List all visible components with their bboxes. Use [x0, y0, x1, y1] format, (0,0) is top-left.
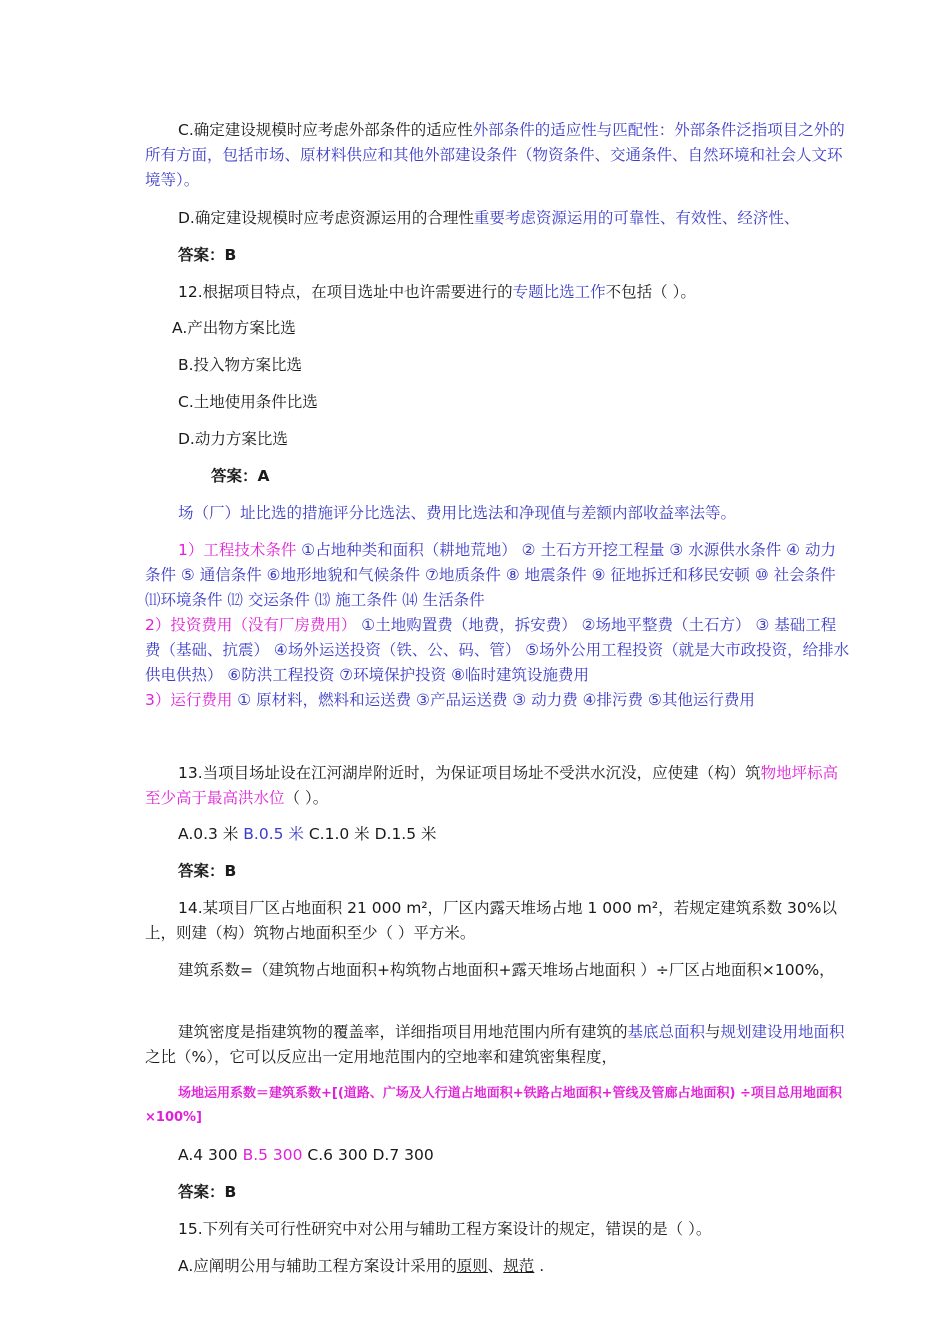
q15-option-a-principle: 原则: [456, 1257, 488, 1275]
q13-stem-note: 物地坪标高至少高于最高洪水位: [145, 764, 839, 807]
q13-option-a: A.0.3 米: [178, 825, 244, 843]
q12-stem-text: 12.根据项目特点，在项目选址中也许需要进行的: [178, 283, 513, 301]
q11-option-d: [145, 206, 850, 231]
q11-option-c-text: C.确定建设规模时应考虑外部条件的适应性: [178, 121, 473, 139]
q14-options: [145, 1143, 850, 1168]
q14-stem: 14.某项目厂区占地面积 21 000 m²，厂区内露天堆场占地 1 000 m²，若规定建筑系数 30%以上，则建（构）筑物占地面积至少（ ）平方米。: [145, 899, 837, 942]
q12-stem: [145, 280, 850, 305]
q13-option-b: B.0.5 米: [243, 825, 304, 843]
q13-stem: [145, 761, 850, 811]
q12-note-tech-conditions: [145, 538, 850, 613]
q14-site-use-formula: 场地运用系数＝建筑系数+[(道路、广场及人行道占地面积+铁路占地面积+管线及管廊占地面积) ÷项目总用地面积×100%]: [145, 1086, 842, 1125]
q11-option-d-note: 重要考虑资源运用的可靠性、有效性、经济性、: [473, 209, 800, 227]
q11-option-c: [145, 118, 850, 193]
q12-note-investment: [145, 613, 850, 688]
q12-note-tech-body: ①占地种类和面积（耕地荒地） ② 土石方开挖工程量 ③ 水源供水条件 ④ 动力条件 ⑤ 通信条件 ⑥地形地貌和气候条件 ⑦地质条件 ⑧ 地震条件 ⑨ 征地拆迁和移民安顿 ⑩ 社会条件 ⑾环境条件 ⑿ 交运条件 ⒀ 施工条件 ⒁ 生活条件: [145, 541, 836, 609]
q11-option-d-text: D.确定建设规模时应考虑资源运用的合理性: [178, 209, 474, 227]
q15-option-a: [145, 1254, 850, 1279]
q12-answer: 答案：A: [211, 467, 270, 485]
q14-density-plan-area: 规划建设用地面积: [720, 1023, 845, 1041]
q14-density-base-area: 基底总面积: [627, 1023, 706, 1041]
q12-stem-note: 专题比选工作: [512, 283, 606, 301]
q15-option-a-sep: 、: [487, 1257, 504, 1275]
q15-stem: 15.下列有关可行性研究中对公用与辅助工程方案设计的规定，错误的是（ ）。: [178, 1220, 712, 1238]
q12-option-a: A.产出物方案比选: [172, 319, 296, 337]
q15-option-a-end: .: [534, 1257, 545, 1275]
q14-option-b: B.5 300: [242, 1146, 303, 1164]
q14-density-text: 建筑密度是指建筑物的覆盖率，详细指项目用地范围内所有建筑的: [178, 1023, 628, 1041]
q15-option-a-standard: 规范: [503, 1257, 535, 1275]
q12-option-b: B.投入物方案比选: [178, 356, 303, 374]
q14-formula: 建筑系数=（建筑物占地面积+构筑物占地面积+露天堆场占地面积 ）÷厂区占地面积×100%，: [178, 961, 835, 979]
q12-note-investment-heading: 2）投资费用（没有厂房费用）: [145, 616, 357, 634]
q12-note-operating-heading: 3）运行费用: [145, 691, 233, 709]
q11-answer: 答案：B: [178, 246, 237, 264]
q14-option-a: A.4 300: [178, 1146, 243, 1164]
q14-answer: 答案：B: [178, 1183, 237, 1201]
q14-density-and: 与: [705, 1023, 721, 1041]
q12-note-methods: 场（厂）址比选的措施评分比选法、费用比选法和净现值与差额内部收益率法等。: [178, 504, 737, 522]
q12-stem-end: 不包括（ ）。: [605, 283, 696, 301]
q14-density-end: 之比（%），它可以反应出一定用地范围内的空地率和建筑密集程度，: [145, 1048, 617, 1066]
q13-options: [145, 822, 850, 847]
q13-option-cd: C.1.0 米 D.1.5 米: [303, 825, 437, 843]
q12-option-c: C.土地使用条件比选: [178, 393, 318, 411]
q13-stem-text: 13.当项目场址设在江河湖岸附近时，为保证项目场址不受洪水沉没，应使建（构）筑: [178, 764, 761, 782]
q12-note-operating: [145, 688, 850, 713]
q13-stem-end: （ ）。: [284, 789, 329, 807]
q14-option-cd: C.6 300 D.7 300: [302, 1146, 434, 1164]
q12-option-d: D.动力方案比选: [178, 430, 288, 448]
q14-density: [145, 1020, 850, 1070]
q13-answer: 答案：B: [178, 862, 237, 880]
q12-note-tech-heading: 1）工程技术条件: [178, 541, 297, 559]
q11-option-c-note: 外部条件的适应性与匹配性：外部条件泛指项目之外的所有方面，包括市场、原材料供应和其他外部建设条件（物资条件、交通条件、自然环境和社会人文环境等）。: [145, 121, 845, 189]
q12-note-investment-body: ①土地购置费（地费，拆安费） ②场地平整费（土石方） ③ 基础工程费（基础、抗震） ④场外运送投资（铁、公、码、管） ⑤场外公用工程投资（就是大市政投资，给排水供电供热） ⑥防洪工程投资 ⑦环境保护投资 ⑧临时建筑设施费用: [145, 616, 850, 684]
q12-note-operating-body: ① 原材料，燃料和运送费 ③产品运送费 ③ 动力费 ④排污费 ⑤其他运行费用: [232, 691, 755, 709]
q15-option-a-text: A.应阐明公用与辅助工程方案设计采用的: [178, 1257, 457, 1275]
